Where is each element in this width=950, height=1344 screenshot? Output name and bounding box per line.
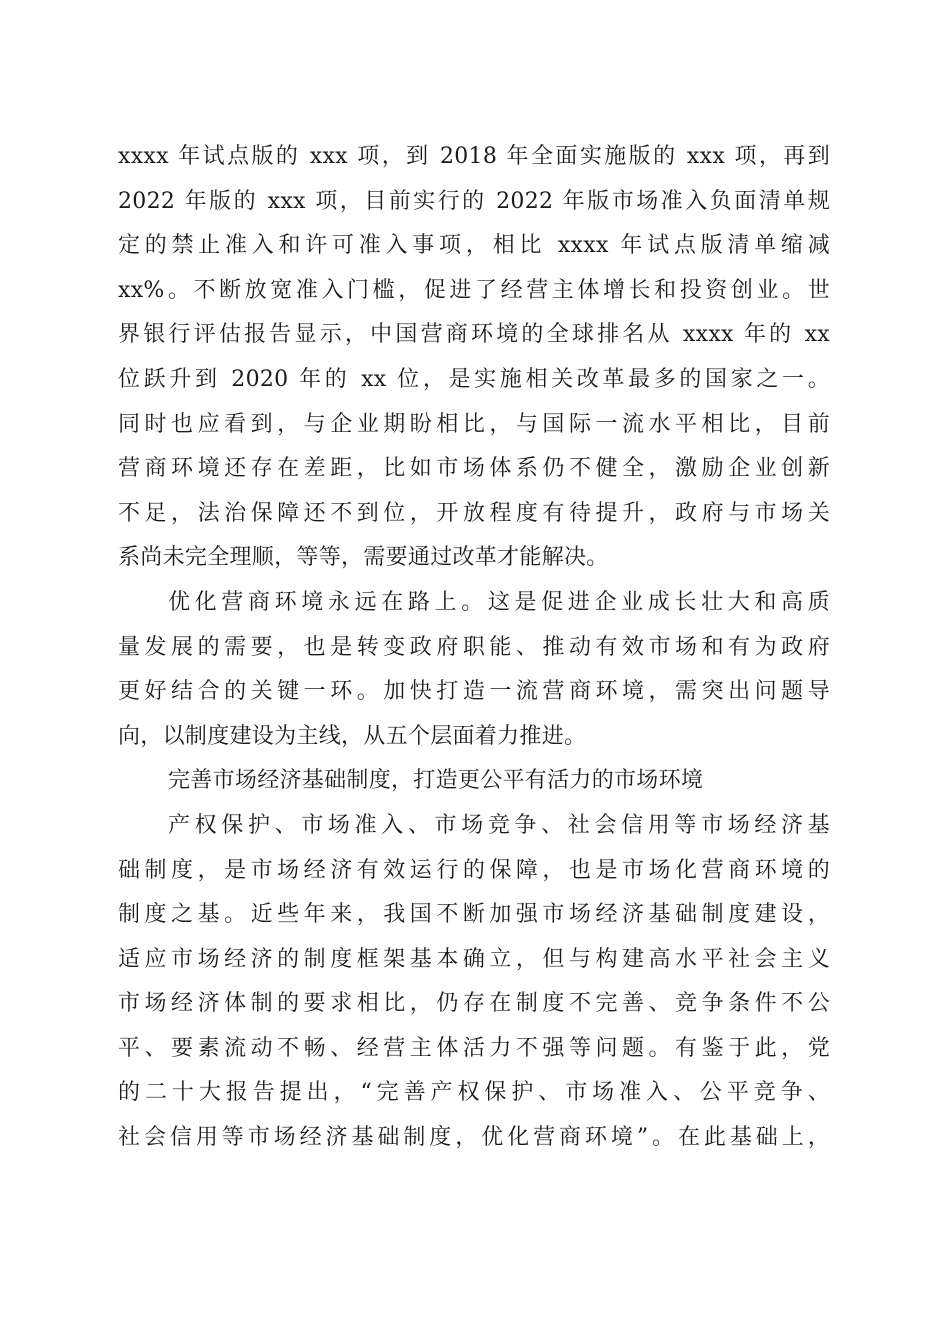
text-line: 营商环境还存在差距，比如市场体系仍不健全，激励企业创新 [118, 456, 830, 482]
text-line: 2022 年版的 xxx 项，目前实行的 2022 年版市场准入负面清单规 [118, 188, 830, 214]
text-line: 础制度，是市场经济有效运行的保障，也是市场化营商环境的 [118, 857, 830, 883]
text-line: 系尚未完全理顺，等等，需要通过改革才能解决。 [118, 545, 609, 571]
text-line: xx%。不断放宽准入门槛，促进了经营主体增长和投资创业。世 [118, 277, 830, 303]
text-line: 量发展的需要，也是转变政府职能、推动有效市场和有为政府 [118, 634, 830, 660]
text-line: 位跃升到 2020 年的 xx 位，是实施相关改革最多的国家之一。 [118, 366, 830, 392]
text-line: 定的禁止准入和许可准入事项，相比 xxxx 年试点版清单缩减 [118, 233, 830, 259]
paragraph-1 [118, 135, 830, 581]
text-line: 不足，法治保障还不到位，开放程度有待提升，政府与市场关 [118, 500, 830, 526]
text-line: 向，以制度建设为主线，从五个层面着力推进。 [118, 723, 587, 749]
paragraph-3 [118, 804, 830, 1161]
text-line: 优化营商环境永远在路上。这是促进企业成长壮大和高质 [168, 589, 830, 615]
text-line: 平、要素流动不畅、经营主体活力不强等问题。有鉴于此，党 [118, 1035, 830, 1061]
text-line: 制度之基。近些年来，我国不断加强市场经济基础制度建设， [118, 902, 830, 928]
heading-line: 完善市场经济基础制度，打造更公平有活力的市场环境 [168, 768, 704, 794]
document-body [118, 135, 830, 1161]
text-line: 界银行评估报告显示，中国营商环境的全球排名从 xxxx 年的 xx [118, 322, 830, 348]
text-line: 更好结合的关键一环。加快打造一流营商环境，需突出问题导 [118, 679, 830, 705]
text-line: 同时也应看到，与企业期盼相比，与国际一流水平相比，目前 [118, 411, 830, 437]
paragraph-2 [118, 581, 830, 759]
text-line: 适应市场经济的制度框架基本确立，但与构建高水平社会主义 [118, 946, 830, 972]
text-line: 产权保护、市场准入、市场竞争、社会信用等市场经济基 [168, 812, 830, 838]
text-line: xxxx 年试点版的 xxx 项，到 2018 年全面实施版的 xxx 项，再到 [118, 144, 830, 169]
text-line: 的二十大报告提出，“完善产权保护、市场准入、公平竞争、 [118, 1080, 830, 1106]
section-heading [118, 759, 830, 804]
text-line: 市场经济体制的要求相比，仍存在制度不完善、竞争条件不公 [118, 991, 830, 1017]
text-line: 社会信用等市场经济基础制度，优化营商环境”。在此基础上， [118, 1125, 830, 1151]
